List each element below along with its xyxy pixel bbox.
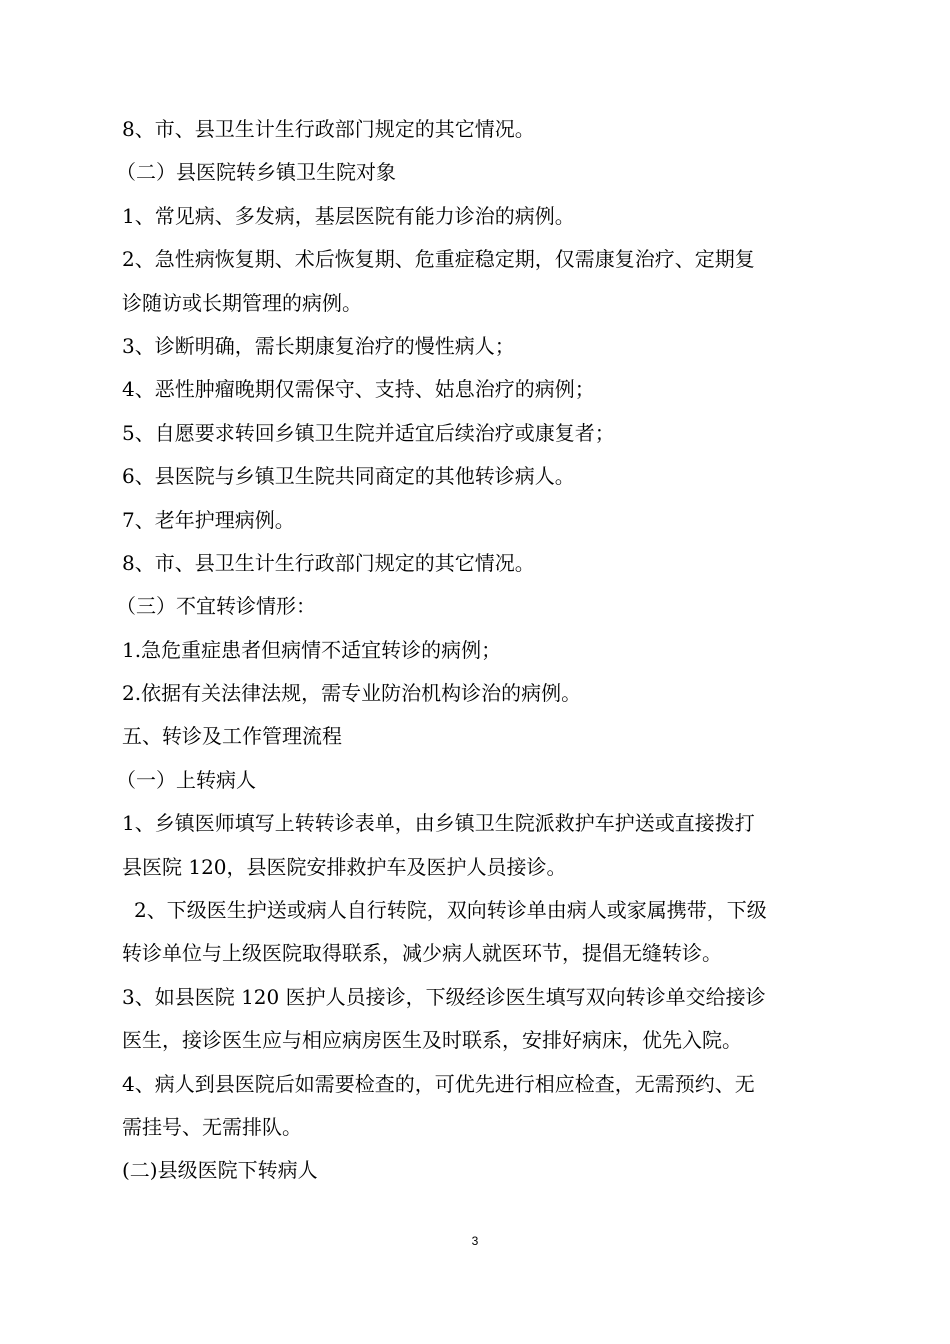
- section-heading: （一）上转病人: [116, 767, 256, 792]
- section-heading: (二)县级医院下转病人: [122, 1158, 318, 1183]
- text-line: 1、乡镇医师填写上转转诊表单，由乡镇卫生院派救护车护送或直接拨打: [122, 811, 755, 836]
- text-line: 7、老年护理病例。: [122, 507, 295, 532]
- text-line: 2、下级医生护送或病人自行转院，双向转诊单由病人或家属携带，下级: [134, 898, 767, 923]
- text-line: 4、病人到县医院后如需要检查的，可优先进行相应检查，无需预约、无: [122, 1071, 755, 1096]
- text-line: 1、常见病、多发病，基层医院有能力诊治的病例。: [122, 203, 575, 228]
- text-line: 8、市、县卫生计生行政部门规定的其它情况。: [122, 550, 535, 575]
- text-line: 5、自愿要求转回乡镇卫生院并适宜后续治疗或康复者；: [122, 420, 615, 445]
- text-line: 4、恶性肿瘤晚期仅需保守、支持、姑息治疗的病例；: [122, 377, 595, 402]
- text-line: 需挂号、无需排队。: [122, 1114, 302, 1139]
- section-heading: （三）不宜转诊情形：: [116, 594, 316, 619]
- chapter-heading: 五、转诊及工作管理流程: [122, 724, 342, 749]
- text-line: 县医院 120，县医院安排救护车及医护人员接诊。: [122, 854, 567, 879]
- text-line: 1.急危重症患者但病情不适宜转诊的病例；: [122, 637, 502, 662]
- text-line: 医生，接诊医生应与相应病房医生及时联系，安排好病床，优先入院。: [122, 1028, 742, 1053]
- text-line: 2.依据有关法律法规，需专业防治机构诊治的病例。: [122, 681, 582, 706]
- document-body: [116, 108, 834, 1193]
- page-number: 3: [471, 1234, 479, 1248]
- text-line: 诊随访或长期管理的病例。: [122, 290, 362, 315]
- text-line: 3、如县医院 120 医护人员接诊，下级经诊医生填写双向转诊单交给接诊: [122, 984, 766, 1009]
- text-line: 6、县医院与乡镇卫生院共同商定的其他转诊病人。: [122, 464, 575, 489]
- text-line: 8、市、县卫生计生行政部门规定的其它情况。: [122, 117, 535, 141]
- text-line: 2、急性病恢复期、术后恢复期、危重症稳定期，仅需康复治疗、定期复: [122, 247, 755, 272]
- text-line: 3、诊断明确，需长期康复治疗的慢性病人；: [122, 333, 515, 358]
- section-heading: （二）县医院转乡镇卫生院对象: [116, 160, 396, 185]
- text-line: 转诊单位与上级医院取得联系，减少病人就医环节，提倡无缝转诊。: [122, 941, 722, 966]
